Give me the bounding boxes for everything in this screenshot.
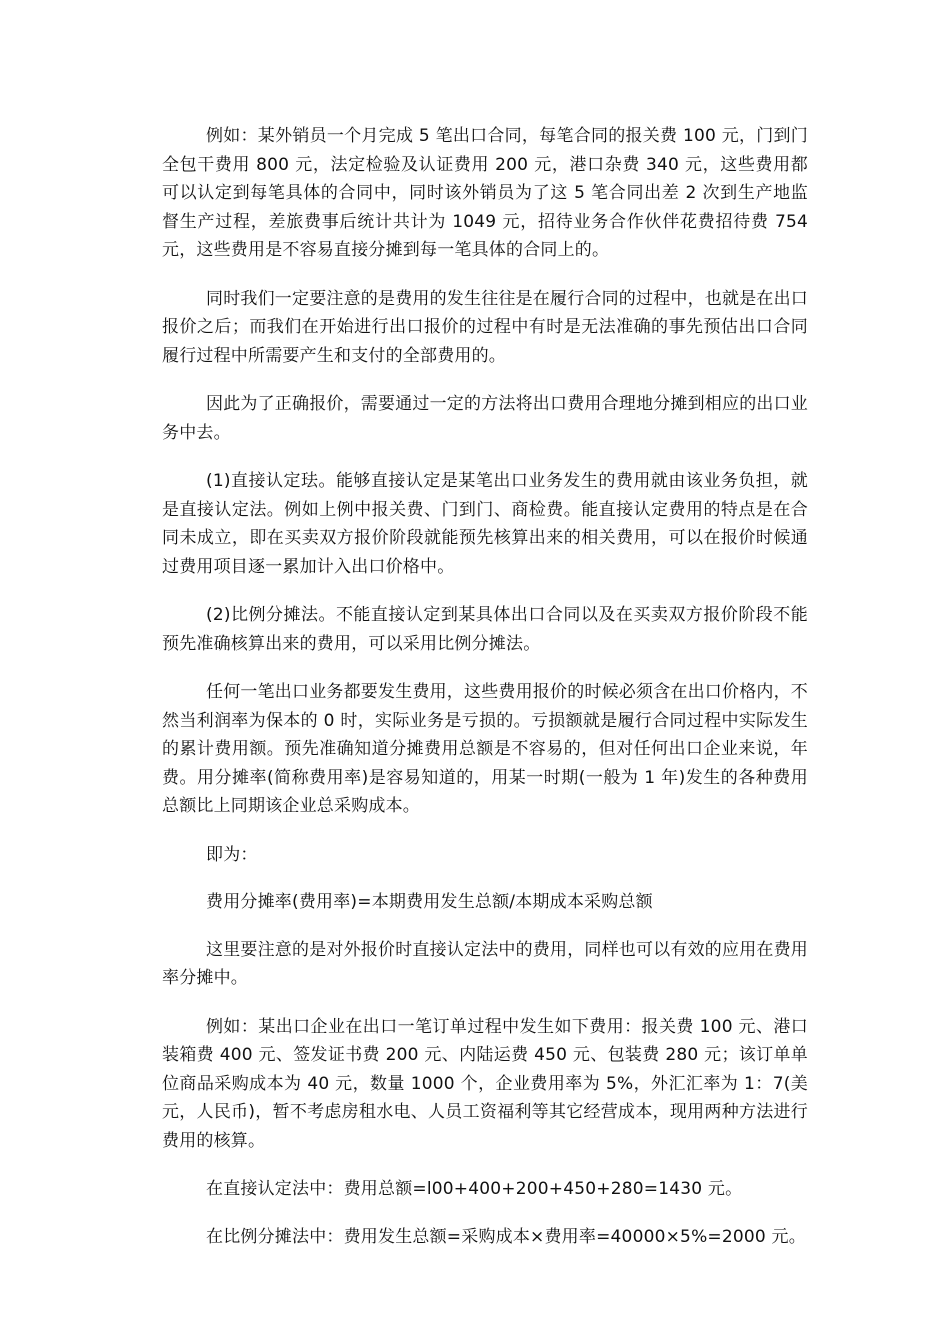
paragraph-expense-timing: 同时我们一定要注意的是费用的发生往往是在履行合同的过程中，也就是在出口报价之后；而我们在开始进行出口报价的过程中有时是无法准确的事先预估出口合同履行过程中所需要产生和支付的全部费用的。 (162, 288, 808, 366)
paragraph-direct-method: (1)直接认定珐。能够直接认定是某笔出口业务发生的费用就由该业务负担，就是直接认定法。例如上例中报关费、门到门、商检费。能直接认定费用的特点是在合同未成立，即在买卖双方报价阶段就能预先核算出来的相关费用，可以在报价时候通过费用项目逐一累加计入出口价格中。 (162, 471, 808, 577)
paragraph-formula: 费用分摊率(费用率)=本期费用发生总额/本期成本采购总额 (206, 892, 653, 912)
paragraph-proportional-method: (2)比例分摊法。不能直接认定到某具体出口合同以及在买卖双方报价阶段不能预先准确核算出来的费用，可以采用比例分摊法。 (162, 605, 808, 654)
paragraph-direct-total: 在直接认定法中：费用总额=l00+400+200+450+280=1430 元。 (206, 1179, 743, 1199)
paragraph-example-salesperson: 例如：某外销员一个月完成 5 笔出口合同，每笔合同的报关费 100 元，门到门全包干费用 800 元，法定检验及认证费用 200 元，港口杂费 340 元，这些费用都可以认定到每笔具体的合同中，同时该外销员为了这 5 笔合同出差 2 次到生产地监督生产过程，差旅费事后统计共计为 1049 元，招待业务合作伙伴花费招待费 754 元，这些费用是不容易直接分摊到每一笔具体的合同上的。 (162, 126, 808, 260)
paragraph-example-order: 例如：某出口企业在出口一笔订单过程中发生如下费用：报关费 100 元、港口装箱费 400 元、签发证书费 200 元、内陆运费 450 元、包装费 280 元；该订单单位商品采购成本为 40 元，数量 1000 个，企业费用率为 5%，外汇汇率为 1：7(美元，人民币)，暂不考虑房租水电、人员工资福利等其它经营成本，现用两种方法进行费用的核算。 (162, 1016, 808, 1151)
paragraph-expense-rate: 任何一笔出口业务都要发生费用，这些费用报价的时候必须含在出口价格内，不然当利润率为保本的 0 时，实际业务是亏损的。亏损额就是履行合同过程中实际发生的累计费用额。预先准确知道分摊费用总额是不容易的，但对任何出口企业来说，年费。用分摊率(简称费用率)是容易知道的，用某一时期(一般为 1 年)发生的各种费用总额比上同期该企业总采购成本。 (162, 682, 808, 816)
document-page (162, 122, 808, 1270)
paragraph-note: 这里要注意的是对外报价时直接认定法中的费用，同样也可以有效的应用在费用率分摊中。 (162, 939, 808, 988)
paragraph-namely: 即为： (206, 844, 258, 865)
paragraph-proportional-total: 在比例分摊法中：费用发生总额=采购成本×费用率=40000×5%=2000 元。 (206, 1226, 806, 1247)
paragraph-allocation-purpose: 因此为了正确报价，需要通过一定的方法将出口费用合理地分摊到相应的出口业务中去。 (162, 394, 808, 443)
